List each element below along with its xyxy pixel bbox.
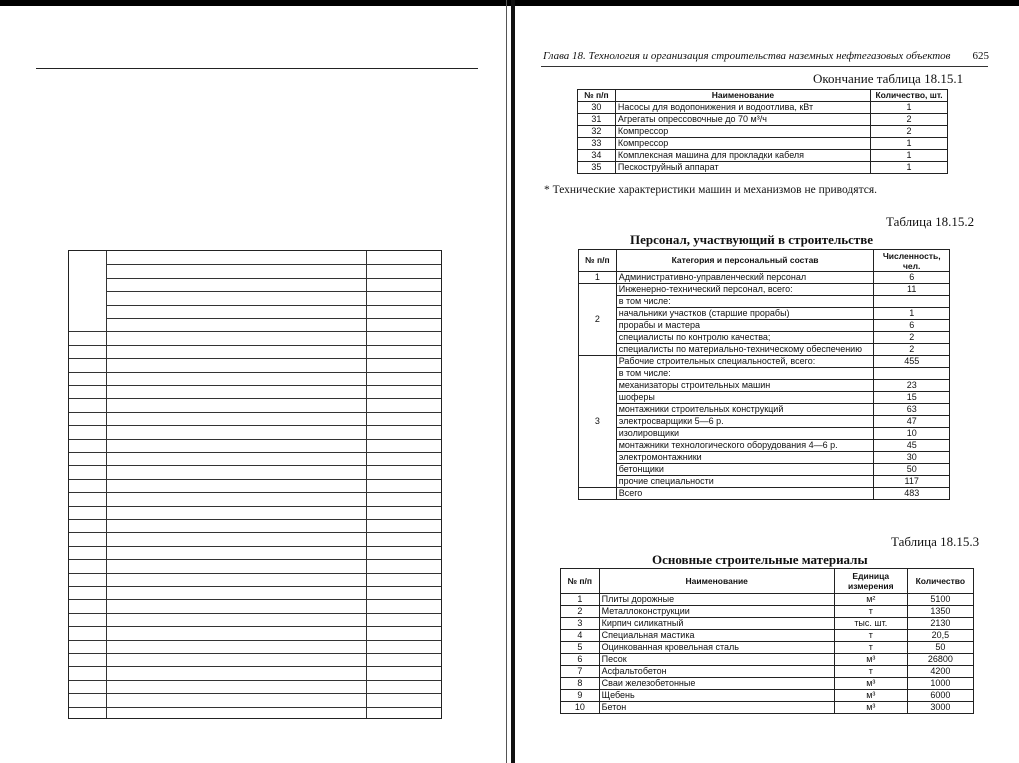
- table-row: [561, 618, 974, 630]
- form-row-line: [69, 693, 441, 694]
- table-row: [579, 476, 950, 488]
- row-number: 30: [578, 102, 616, 114]
- form-row-line: [69, 465, 441, 466]
- item-name: Компрессор: [615, 126, 870, 138]
- table-row: [561, 630, 974, 642]
- staff-category: электросварщики 5—6 р.: [616, 416, 874, 428]
- table1-caption: Окончание таблица 18.15.1: [813, 71, 964, 86]
- form-row-line: [106, 291, 441, 292]
- table-row: [578, 102, 948, 114]
- form-row-line: [69, 586, 441, 587]
- material-name: Специальная мастика: [599, 630, 834, 642]
- page-number: 625: [972, 50, 989, 62]
- material-unit: м²: [834, 594, 907, 606]
- table3-header-cell: Единица измерения: [834, 569, 907, 594]
- table-row: [579, 428, 950, 440]
- staff-category: Административно-управленческий персонал: [616, 272, 874, 284]
- table3-header-cell: № п/п: [561, 569, 600, 594]
- form-row-line: [69, 372, 441, 373]
- group-number: 1: [579, 272, 617, 284]
- header-rule: [541, 66, 988, 67]
- form-row-line: [69, 613, 441, 614]
- row-number: 9: [561, 690, 600, 702]
- item-name: Пескоструйный аппарат: [615, 162, 870, 174]
- table1-header-cell: Количество, шт.: [871, 90, 948, 102]
- material-quantity: 3000: [907, 702, 973, 714]
- row-number: 31: [578, 114, 616, 126]
- table-row: [578, 138, 948, 150]
- staff-count: 50: [874, 464, 950, 476]
- material-quantity: 5100: [907, 594, 973, 606]
- form-column-line: [366, 251, 367, 718]
- staff-count: 45: [874, 440, 950, 452]
- form-row-line: [106, 278, 441, 279]
- staff-category: Инженерно-технический персонал, всего:: [616, 284, 874, 296]
- form-row-line: [69, 680, 441, 681]
- table-row: [579, 380, 950, 392]
- form-row-line: [69, 666, 441, 667]
- item-name: Насосы для водопонижения и водоотлива, кВт: [615, 102, 870, 114]
- staff-count: 1: [874, 308, 950, 320]
- table2-title: Персонал, участвующий в строительстве: [630, 232, 874, 247]
- material-name: Металлоконструкции: [599, 606, 834, 618]
- staff-category: монтажники строительных конструкций: [616, 404, 874, 416]
- staff-category: монтажники технологического оборудования 4—6 р.: [616, 440, 874, 452]
- staff-category: прорабы и мастера: [616, 320, 874, 332]
- form-row-line: [69, 492, 441, 493]
- table3-caption: Таблица 18.15.3: [891, 534, 980, 549]
- table-row: [561, 606, 974, 618]
- staff-category: начальники участков (старшие прорабы): [616, 308, 874, 320]
- staff-category: шоферы: [616, 392, 874, 404]
- material-name: Кирпич силикатный: [599, 618, 834, 630]
- table-row: [579, 308, 950, 320]
- scan-top-edge: [0, 0, 1019, 6]
- staff-count: 455: [874, 356, 950, 368]
- item-quantity: 1: [871, 162, 948, 174]
- form-row-line: [69, 479, 441, 480]
- table-row: [579, 464, 950, 476]
- table1-header-cell: № п/п: [578, 90, 616, 102]
- material-unit: тыс. шт.: [834, 618, 907, 630]
- material-name: Песок: [599, 654, 834, 666]
- material-name: Оцинкованная кровельная сталь: [599, 642, 834, 654]
- table2-header-cell: № п/п: [579, 250, 617, 272]
- row-number: 33: [578, 138, 616, 150]
- table3-header-cell: Количество: [907, 569, 973, 594]
- form-row-line: [69, 640, 441, 641]
- form-row-line: [69, 519, 441, 520]
- form-row-line: [106, 305, 441, 306]
- row-number: 2: [561, 606, 600, 618]
- staff-count: 63: [874, 404, 950, 416]
- group-number: [579, 488, 617, 500]
- form-row-line: [106, 264, 441, 265]
- material-name: Плиты дорожные: [599, 594, 834, 606]
- table2: [578, 249, 950, 500]
- table-row: [561, 654, 974, 666]
- form-row-line: [69, 626, 441, 627]
- book-gutter-shadow: [506, 0, 507, 763]
- form-row-line: [69, 506, 441, 507]
- material-unit: т: [834, 606, 907, 618]
- staff-count: 11: [874, 284, 950, 296]
- staff-count: 30: [874, 452, 950, 464]
- item-name: Комплексная машина для прокладки кабеля: [615, 150, 870, 162]
- table-row: [579, 344, 950, 356]
- table1-header-cell: Наименование: [615, 90, 870, 102]
- row-number: 32: [578, 126, 616, 138]
- table2-caption: Таблица 18.15.2: [886, 214, 975, 229]
- form-row-line: [69, 707, 441, 708]
- material-unit: м³: [834, 678, 907, 690]
- table-row: [579, 440, 950, 452]
- staff-category: в том числе:: [616, 296, 874, 308]
- material-unit: м³: [834, 702, 907, 714]
- material-quantity: 6000: [907, 690, 973, 702]
- table-row: [579, 416, 950, 428]
- form-row-line: [69, 599, 441, 600]
- material-quantity: 2130: [907, 618, 973, 630]
- row-number: 3: [561, 618, 600, 630]
- staff-category: бетонщики: [616, 464, 874, 476]
- table-row: [561, 702, 974, 714]
- table1-footnote: * Технические характеристики машин и механизмов не приводятся.: [544, 184, 878, 196]
- form-row-line: [69, 452, 441, 453]
- staff-count: 10: [874, 428, 950, 440]
- material-unit: т: [834, 666, 907, 678]
- row-number: 10: [561, 702, 600, 714]
- staff-category: механизаторы строительных машин: [616, 380, 874, 392]
- item-quantity: 1: [871, 150, 948, 162]
- group-number: 2: [579, 284, 617, 356]
- material-unit: т: [834, 630, 907, 642]
- material-name: Асфальтобетон: [599, 666, 834, 678]
- form-row-line: [69, 425, 441, 426]
- row-number: 34: [578, 150, 616, 162]
- running-title: Глава 18. Технология и организация строительства наземных нефтегазовых объектов: [543, 50, 951, 62]
- form-row-line: [69, 345, 441, 346]
- staff-category: прочие специальности: [616, 476, 874, 488]
- form-row-line: [69, 412, 441, 413]
- row-number: 7: [561, 666, 600, 678]
- material-quantity: 4200: [907, 666, 973, 678]
- form-row-line: [69, 439, 441, 440]
- staff-count: 2: [874, 344, 950, 356]
- form-row-line: [69, 546, 441, 547]
- material-quantity: 1000: [907, 678, 973, 690]
- form-row-line: [69, 385, 441, 386]
- table-row: [578, 150, 948, 162]
- table-row: [578, 162, 948, 174]
- staff-category: изолировщики: [616, 428, 874, 440]
- staff-count: 6: [874, 320, 950, 332]
- left-page-rule: [36, 68, 478, 69]
- material-unit: м³: [834, 690, 907, 702]
- material-name: Щебень: [599, 690, 834, 702]
- table-row: [561, 690, 974, 702]
- staff-count: [874, 368, 950, 380]
- table1: [577, 89, 948, 174]
- table-row: [579, 392, 950, 404]
- table-row: [579, 488, 950, 500]
- blank-ruled-form: [68, 250, 442, 719]
- table3: [560, 568, 974, 714]
- staff-count: [874, 296, 950, 308]
- table-row: [579, 368, 950, 380]
- row-number: 4: [561, 630, 600, 642]
- material-quantity: 26800: [907, 654, 973, 666]
- material-quantity: 1350: [907, 606, 973, 618]
- item-name: Компрессор: [615, 138, 870, 150]
- material-quantity: 50: [907, 642, 973, 654]
- running-header: [543, 50, 989, 62]
- book-spine: [511, 0, 515, 763]
- item-quantity: 1: [871, 102, 948, 114]
- table-row: [579, 272, 950, 284]
- staff-count: 6: [874, 272, 950, 284]
- table3-header-cell: Наименование: [599, 569, 834, 594]
- staff-category: Рабочие строительных специальностей, всего:: [616, 356, 874, 368]
- staff-count: 47: [874, 416, 950, 428]
- row-number: 5: [561, 642, 600, 654]
- table-row: [561, 594, 974, 606]
- table-row: [561, 666, 974, 678]
- material-name: Бетон: [599, 702, 834, 714]
- table-row: [579, 296, 950, 308]
- row-number: 8: [561, 678, 600, 690]
- table2-header-cell: Категория и персональный состав: [616, 250, 874, 272]
- material-quantity: 20,5: [907, 630, 973, 642]
- staff-category: специалисты по материально-техническому обеспечению: [616, 344, 874, 356]
- table-row: [578, 114, 948, 126]
- table2-header-cell: Численность, чел.: [874, 250, 950, 272]
- form-row-line: [69, 532, 441, 533]
- table3-title: Основные строительные материалы: [652, 552, 868, 567]
- form-row-line: [69, 559, 441, 560]
- form-column-line: [106, 251, 107, 718]
- form-row-line: [106, 318, 441, 319]
- form-row-line: [69, 573, 441, 574]
- item-quantity: 2: [871, 126, 948, 138]
- form-row-line: [69, 331, 441, 332]
- item-quantity: 1: [871, 138, 948, 150]
- material-name: Сваи железобетонные: [599, 678, 834, 690]
- table-row: [578, 126, 948, 138]
- table-row: [579, 284, 950, 296]
- item-quantity: 2: [871, 114, 948, 126]
- staff-category: электромонтажники: [616, 452, 874, 464]
- table-row: [579, 452, 950, 464]
- staff-category: специалисты по контролю качества;: [616, 332, 874, 344]
- staff-count: 15: [874, 392, 950, 404]
- table-row: [579, 320, 950, 332]
- table-row: [579, 332, 950, 344]
- group-number: 3: [579, 356, 617, 488]
- material-unit: м³: [834, 654, 907, 666]
- form-row-line: [69, 358, 441, 359]
- row-number: 6: [561, 654, 600, 666]
- material-unit: т: [834, 642, 907, 654]
- form-row-line: [69, 398, 441, 399]
- table-row: [561, 678, 974, 690]
- table-row: [561, 642, 974, 654]
- row-number: 1: [561, 594, 600, 606]
- staff-count: 2: [874, 332, 950, 344]
- staff-count: 117: [874, 476, 950, 488]
- form-row-line: [69, 653, 441, 654]
- staff-count: 483: [874, 488, 950, 500]
- staff-count: 23: [874, 380, 950, 392]
- item-name: Агрегаты опрессовочные до 70 м³/ч: [615, 114, 870, 126]
- staff-category: в том числе:: [616, 368, 874, 380]
- table-row: [579, 404, 950, 416]
- row-number: 35: [578, 162, 616, 174]
- staff-category: Всего: [616, 488, 874, 500]
- table-row: [579, 356, 950, 368]
